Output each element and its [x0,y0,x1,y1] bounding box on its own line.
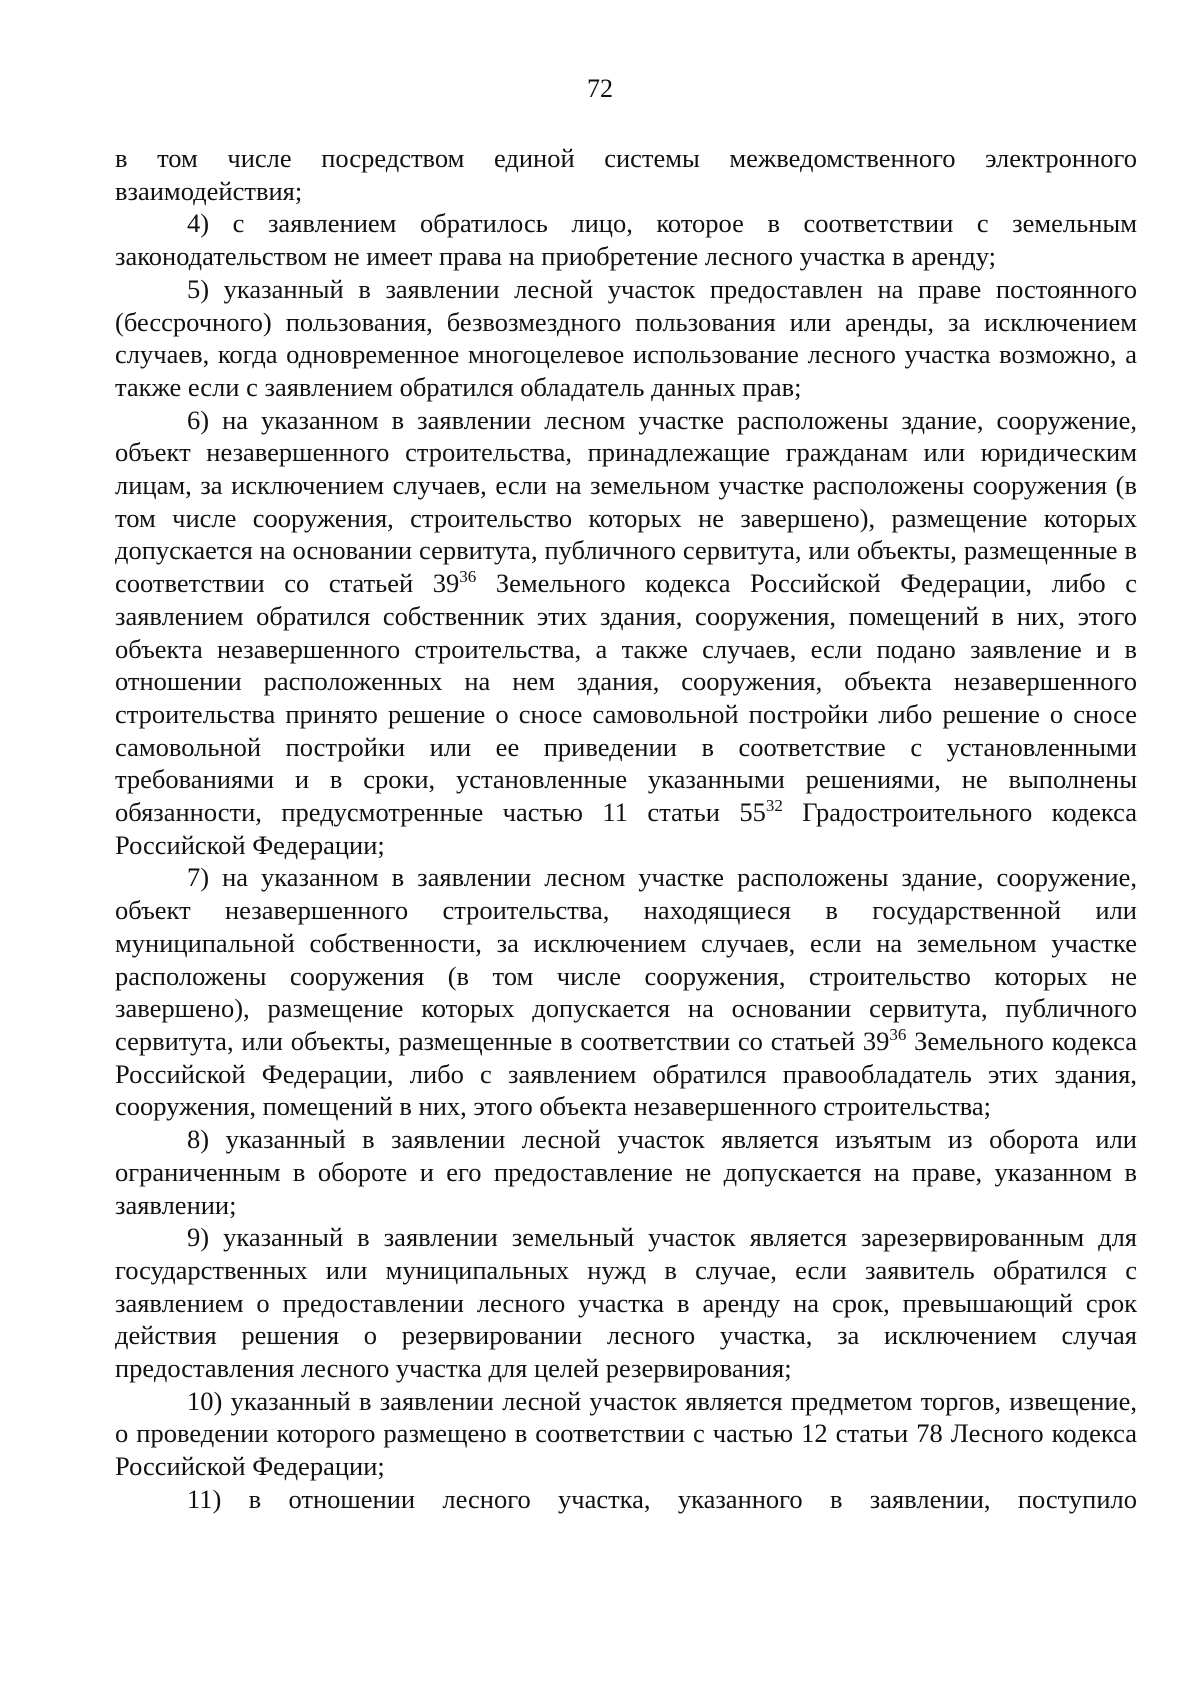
paragraph-item-7: 7) на указанном в заявлении лесном участке расположены здание, сооружение, объект незавершенного строительства, находящиеся в государственной или муниципальной собственности, за исключением случаев, если на земельном участке расположены сооружения (в том числе сооружения, строительство которых не завершено), размещение которых допускается на основании сервитута, публичного сервитута, или объекты, размещенные в соответствии со статьей $39^{36}$ Земельного кодекса Российской Федерации, либо с заявлением обратился правообладатель этих здания, сооружения, помещений в них, этого объекта незавершенного строительства; [115,862,1138,1122]
superscript: 36 [459,567,477,587]
document-body [115,142,1137,1516]
paragraph-item-10: 10) указанный в заявлении лесной участок является предметом торгов, извещение, о проведении которого размещено в соответствии с частью 12 статьи 78 Лесного кодекса Российской Федерации; [115,1385,1137,1482]
paragraph-item-4: 4) с заявлением обратилось лицо, которое в соответствии с земельным законодательством не имеет права на приобретение лесного участка в аренду; [115,208,1137,272]
paragraph-item-9: 9) указанный в заявлении земельный участок является зарезервированным для государственных или муниципальных нужд в случае, если заявитель обратился с заявлением о предоставлении лесного участка в аренду на срок, превышающий срок действия решения о резервировании лесного участка, за исключением случая предоставления лесного участка для целей резервирования; [115,1222,1137,1384]
paragraph-continuation: в том числе посредством единой системы межведомственного электронного взаимодействия; [115,143,1137,206]
paragraph-item-8: 8) указанный в заявлении лесной участок является изъятым из оборота или ограниченным в обороте и его предоставление не допускается на праве, указанном в заявлении; [115,1124,1137,1220]
superscript: 32 [765,796,783,816]
paragraph-item-5: 5) указанный в заявлении лесной участок предоставлен на праве постоянного (бессрочного) пользования, безвозмездного пользования или аренды, за исключением случаев, когда одновременное многоцелевое использование лесного участка возможно, а также если с заявлением обратился обладатель данных прав; [115,273,1137,402]
superscript: 36 [889,1024,907,1044]
paragraph-item-6: 6) на указанном в заявлении лесном участке расположены здание, сооружение, объект незавершенного строительства, принадлежащие гражданам или юридическим лицам, за исключением случаев, если на земельном участке расположены сооружения (в том числе сооружения, строительство которых не завершено), размещение которых допускается на основании сервитута, публичного сервитута, или объекты, размещенные в соответствии со статьей $39^{36}$ Земельного кодекса Российской Федерации, либо с заявлением обратился собственник этих здания, сооружения, помещений в них, этого объекта незавершенного строительства, а также случаев, если подано заявление и в отношении расположенных на нем здания, сооружения, объекта незавершенного строительства принято решение о сносе самовольной постройки либо решение о сносе самовольной постройки или ее приведении в соответствие с установленными требованиями и в сроки, установленные указанными решениями, не выполнены обязанности, предусмотренные частью 11 статьи $55^{32}$ Градостроительного кодекса Российской Федерации; [115,404,1137,860]
paragraph-item-11: 11) в отношении лесного участка, указанного в заявлении, поступило [187,1483,1137,1514]
page-number: 72 [587,74,613,103]
